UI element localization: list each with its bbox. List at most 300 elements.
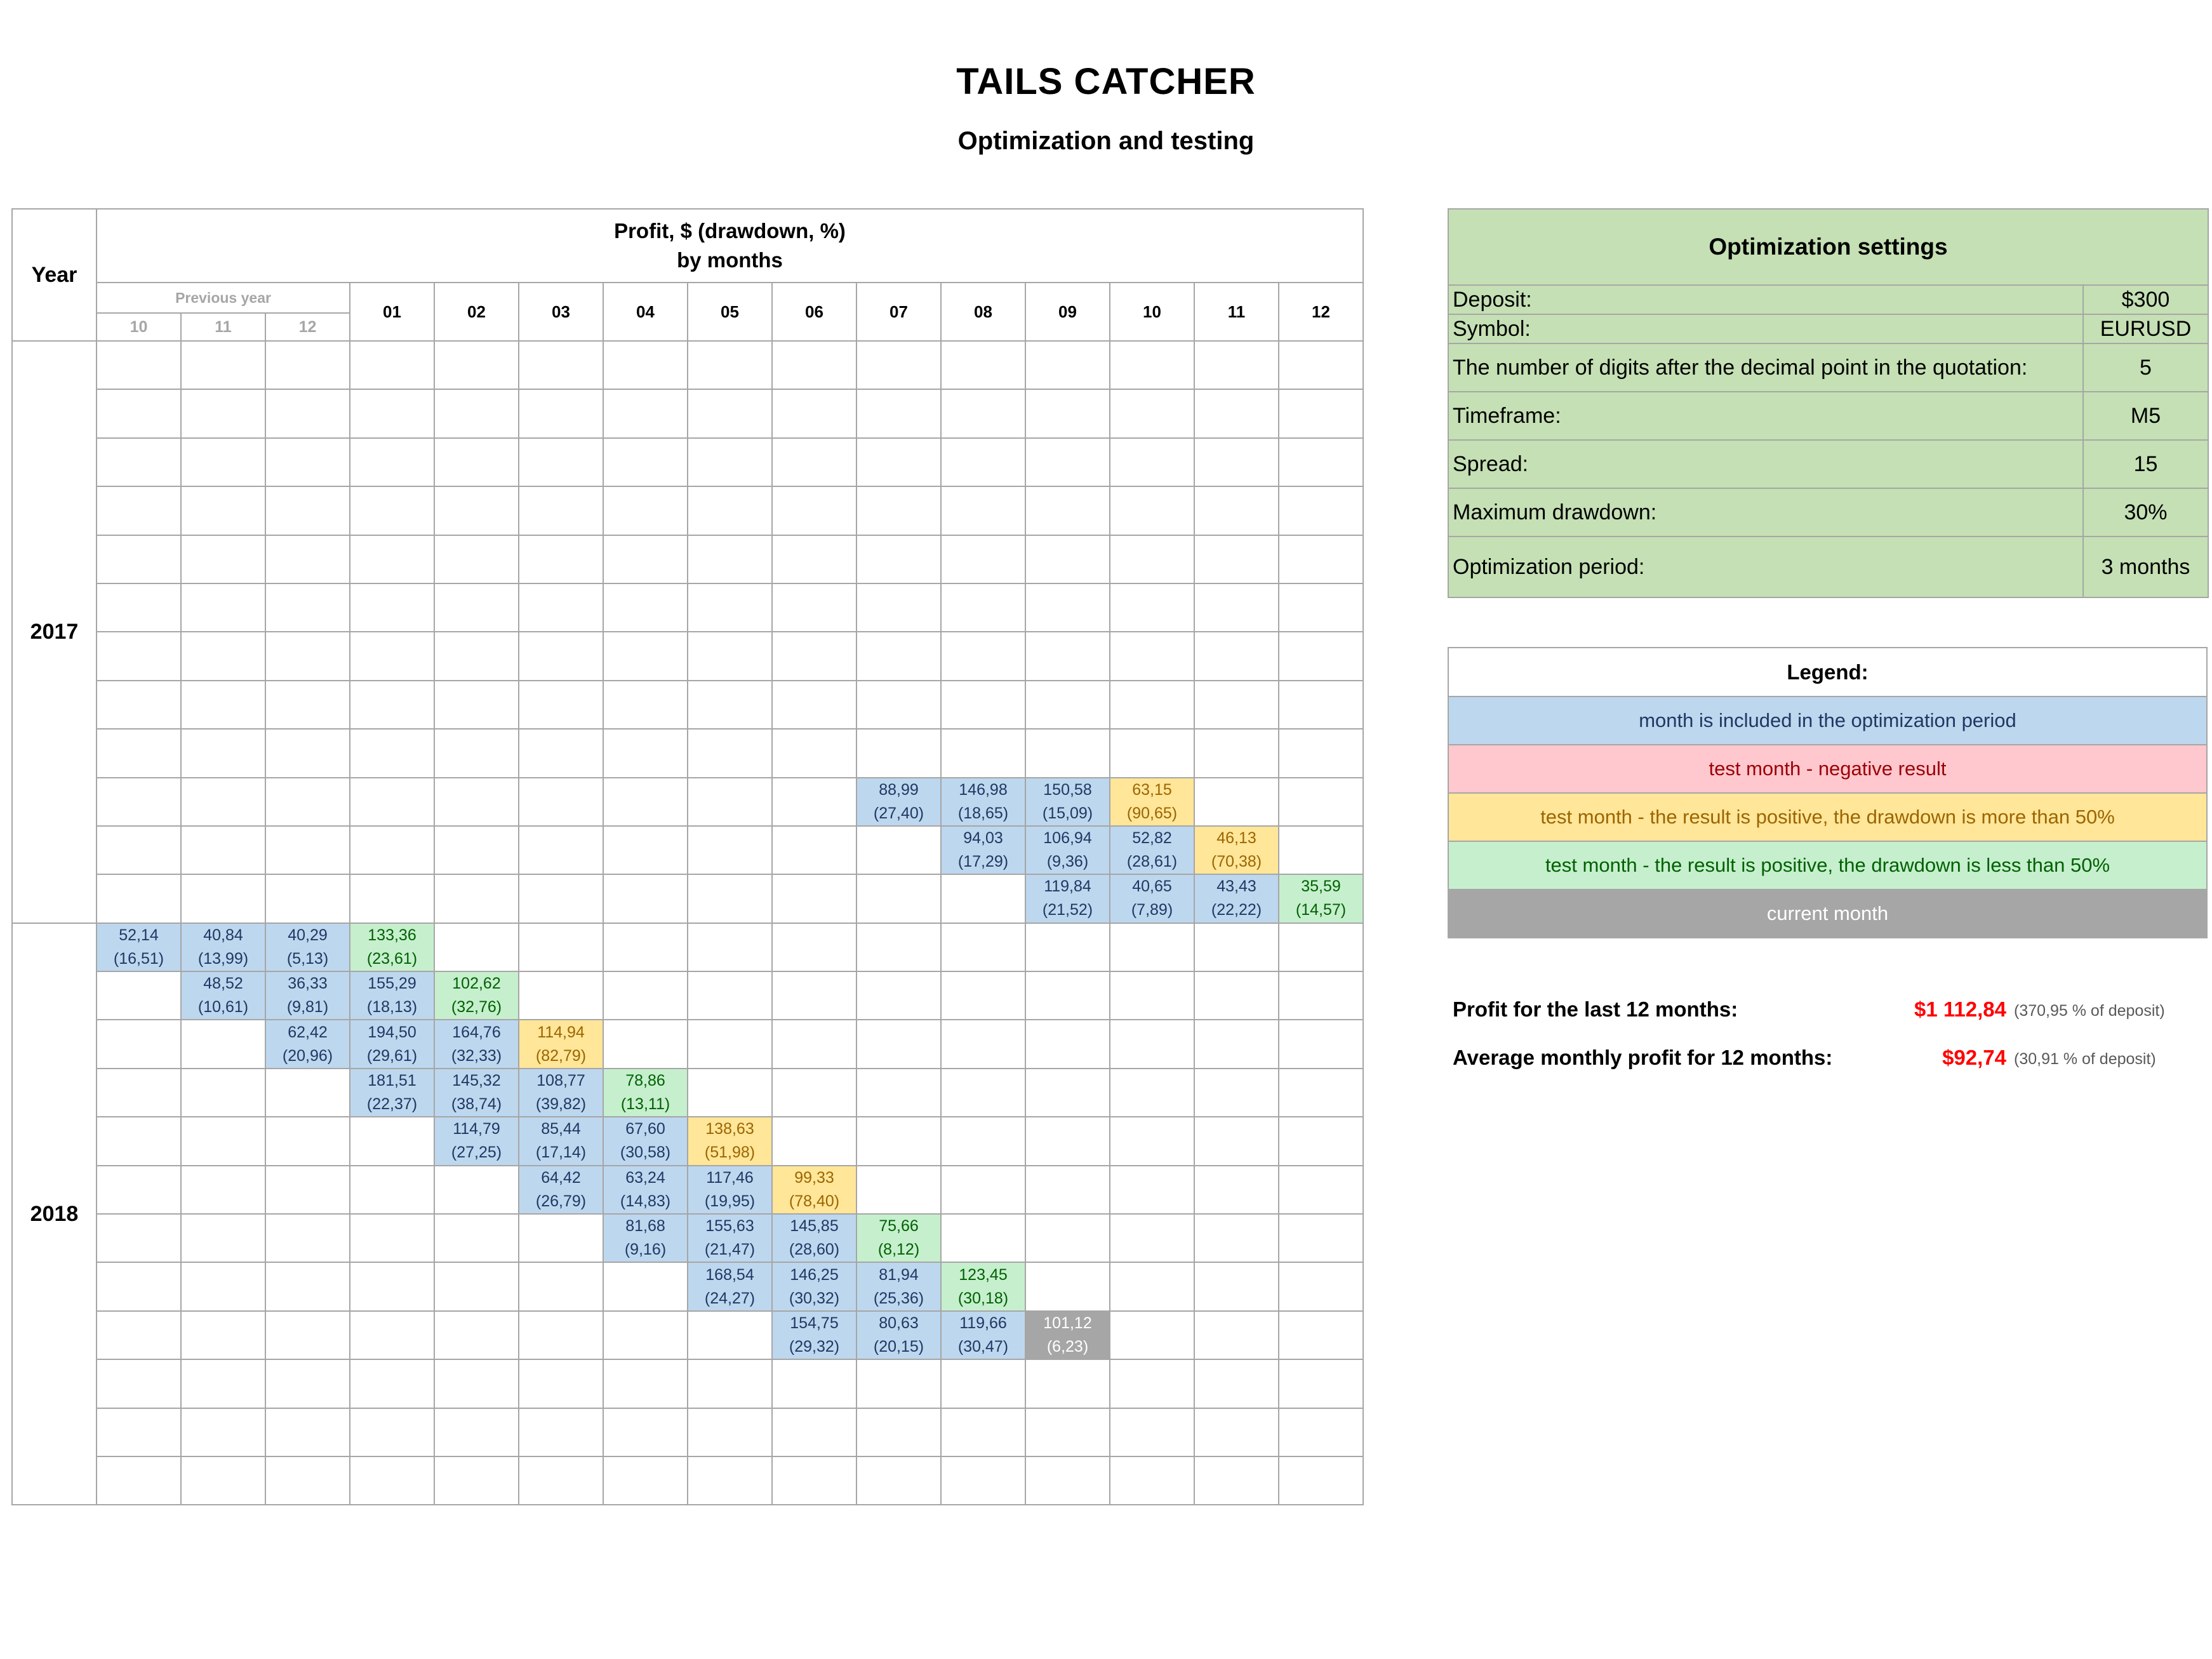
empty-cell bbox=[434, 923, 519, 971]
profit-value: 63,15 bbox=[1132, 780, 1172, 799]
empty-cell bbox=[1110, 923, 1194, 971]
grid-row bbox=[12, 1359, 1363, 1408]
empty-cell bbox=[519, 874, 603, 923]
grid-row bbox=[12, 681, 1363, 729]
drawdown-value: (17,29) bbox=[957, 853, 1009, 871]
profit-value: 168,54 bbox=[705, 1265, 754, 1284]
profit-value: 154,75 bbox=[790, 1314, 839, 1332]
setting-label: Symbol: bbox=[1448, 314, 2083, 343]
empty-cell bbox=[1279, 729, 1363, 777]
result-cell bbox=[688, 1262, 772, 1310]
empty-cell bbox=[434, 826, 519, 874]
empty-cell bbox=[603, 874, 688, 923]
month-header: 04 bbox=[603, 283, 688, 341]
empty-cell bbox=[265, 1359, 350, 1408]
empty-cell bbox=[688, 729, 772, 777]
result-cell bbox=[1110, 826, 1194, 874]
empty-cell bbox=[856, 438, 941, 486]
empty-cell bbox=[688, 486, 772, 535]
result-cell bbox=[856, 1262, 941, 1310]
empty-cell bbox=[856, 632, 941, 680]
empty-cell bbox=[265, 681, 350, 729]
profit-value: 133,36 bbox=[368, 926, 416, 944]
setting-value: 3 months bbox=[2083, 536, 2208, 597]
empty-cell bbox=[1025, 1456, 1110, 1505]
empty-cell bbox=[181, 535, 265, 583]
profit-value: 80,63 bbox=[879, 1314, 919, 1332]
setting-label: The number of digits after the decimal point in the quotation: bbox=[1448, 343, 2083, 392]
empty-cell bbox=[434, 681, 519, 729]
empty-cell bbox=[772, 1456, 856, 1505]
drawdown-value: (9,36) bbox=[1046, 853, 1089, 871]
result-cell bbox=[350, 923, 434, 971]
empty-cell bbox=[1279, 583, 1363, 632]
settings-row bbox=[1448, 343, 2208, 392]
empty-cell bbox=[434, 874, 519, 923]
drawdown-value: (22,22) bbox=[1211, 901, 1262, 919]
empty-cell bbox=[603, 1456, 688, 1505]
profit-value: 99,33 bbox=[794, 1168, 834, 1187]
empty-cell bbox=[603, 1311, 688, 1359]
empty-cell bbox=[941, 971, 1025, 1020]
empty-cell bbox=[265, 583, 350, 632]
settings-row bbox=[1448, 392, 2208, 440]
empty-cell bbox=[941, 535, 1025, 583]
result-cell bbox=[181, 971, 265, 1020]
empty-cell bbox=[603, 438, 688, 486]
empty-cell bbox=[1194, 1069, 1279, 1117]
profit-value: 155,29 bbox=[368, 975, 416, 993]
empty-cell bbox=[772, 729, 856, 777]
profit-value: 48,52 bbox=[203, 975, 243, 993]
profit-value: 164,76 bbox=[452, 1023, 501, 1041]
empty-cell bbox=[688, 681, 772, 729]
empty-cell bbox=[772, 923, 856, 971]
empty-cell bbox=[97, 1020, 181, 1068]
drawdown-value: (18,65) bbox=[957, 804, 1009, 822]
empty-cell bbox=[856, 1069, 941, 1117]
empty-cell bbox=[434, 1214, 519, 1262]
empty-cell bbox=[265, 1214, 350, 1262]
profit-value: 150,58 bbox=[1043, 780, 1092, 799]
empty-cell bbox=[1194, 389, 1279, 437]
grid-row bbox=[12, 874, 1363, 923]
empty-cell bbox=[350, 874, 434, 923]
drawdown-value: (30,58) bbox=[620, 1143, 671, 1162]
drawdown-value: (25,36) bbox=[873, 1289, 924, 1307]
profit-value: 114,94 bbox=[537, 1023, 585, 1041]
empty-cell bbox=[603, 389, 688, 437]
empty-cell bbox=[97, 486, 181, 535]
empty-cell bbox=[1279, 486, 1363, 535]
profit-value: 81,68 bbox=[625, 1217, 665, 1236]
empty-cell bbox=[603, 632, 688, 680]
empty-cell bbox=[519, 583, 603, 632]
empty-cell bbox=[1110, 1117, 1194, 1165]
empty-cell bbox=[519, 1311, 603, 1359]
grid-row bbox=[12, 826, 1363, 874]
empty-cell bbox=[688, 341, 772, 389]
empty-cell bbox=[1194, 971, 1279, 1020]
empty-cell bbox=[941, 729, 1025, 777]
empty-cell bbox=[1110, 1311, 1194, 1359]
grid-row bbox=[12, 1166, 1363, 1214]
empty-cell bbox=[1025, 1408, 1110, 1456]
empty-cell bbox=[181, 826, 265, 874]
empty-cell bbox=[97, 438, 181, 486]
result-cell bbox=[350, 1069, 434, 1117]
empty-cell bbox=[1279, 971, 1363, 1020]
empty-cell bbox=[519, 535, 603, 583]
empty-cell bbox=[181, 1166, 265, 1214]
result-cell bbox=[434, 1117, 519, 1165]
profit-value: 88,99 bbox=[879, 780, 919, 799]
month-header: 08 bbox=[941, 283, 1025, 341]
empty-cell bbox=[1025, 1214, 1110, 1262]
month-header: 10 bbox=[1110, 283, 1194, 341]
result-cell bbox=[519, 1020, 603, 1068]
drawdown-value: (20,15) bbox=[873, 1338, 924, 1356]
grid-row bbox=[12, 1456, 1363, 1505]
empty-cell bbox=[1279, 1069, 1363, 1117]
empty-cell bbox=[265, 486, 350, 535]
profit-value: 40,29 bbox=[288, 926, 328, 944]
empty-cell bbox=[688, 583, 772, 632]
page-subtitle: Optimization and testing bbox=[957, 127, 1255, 155]
empty-cell bbox=[688, 1359, 772, 1408]
empty-cell bbox=[434, 632, 519, 680]
profit-value: 36,33 bbox=[288, 975, 328, 993]
empty-cell bbox=[603, 729, 688, 777]
result-cell bbox=[772, 1311, 856, 1359]
empty-cell bbox=[941, 486, 1025, 535]
empty-cell bbox=[1025, 1359, 1110, 1408]
empty-cell bbox=[350, 438, 434, 486]
empty-cell bbox=[688, 923, 772, 971]
grid-row bbox=[12, 583, 1363, 632]
empty-cell bbox=[688, 778, 772, 826]
setting-label: Maximum drawdown: bbox=[1448, 488, 2083, 536]
result-cell bbox=[519, 1117, 603, 1165]
drawdown-value: (30,47) bbox=[957, 1338, 1009, 1356]
empty-cell bbox=[1110, 1069, 1194, 1117]
result-cell bbox=[434, 1020, 519, 1068]
empty-cell bbox=[688, 1020, 772, 1068]
drawdown-value: (13,99) bbox=[197, 949, 249, 968]
legend-title: Legend: bbox=[1448, 648, 2207, 696]
empty-cell bbox=[772, 1117, 856, 1165]
empty-cell bbox=[265, 1456, 350, 1505]
empty-cell bbox=[1025, 583, 1110, 632]
empty-cell bbox=[97, 778, 181, 826]
empty-cell bbox=[181, 1020, 265, 1068]
empty-cell bbox=[519, 826, 603, 874]
empty-cell bbox=[97, 535, 181, 583]
empty-cell bbox=[772, 971, 856, 1020]
profit-grid bbox=[11, 208, 1364, 1505]
empty-cell bbox=[1025, 389, 1110, 437]
drawdown-value: (8,12) bbox=[877, 1241, 920, 1259]
profit-header bbox=[97, 209, 1363, 283]
empty-cell bbox=[181, 341, 265, 389]
month-header: 11 bbox=[1194, 283, 1279, 341]
year-header: Year bbox=[12, 209, 97, 341]
grid-row bbox=[12, 486, 1363, 535]
empty-cell bbox=[181, 389, 265, 437]
empty-cell bbox=[856, 923, 941, 971]
empty-cell bbox=[1025, 535, 1110, 583]
empty-cell bbox=[97, 1214, 181, 1262]
empty-cell bbox=[434, 486, 519, 535]
empty-cell bbox=[519, 438, 603, 486]
result-cell bbox=[434, 1069, 519, 1117]
empty-cell bbox=[772, 681, 856, 729]
result-cell bbox=[1194, 826, 1279, 874]
previous-month-header: 12 bbox=[265, 313, 350, 341]
empty-cell bbox=[603, 1408, 688, 1456]
empty-cell bbox=[181, 632, 265, 680]
empty-cell bbox=[688, 826, 772, 874]
empty-cell bbox=[350, 583, 434, 632]
empty-cell bbox=[1025, 1117, 1110, 1165]
setting-label: Optimization period: bbox=[1448, 536, 2083, 597]
profit-value: 146,98 bbox=[959, 780, 1008, 799]
grid-row bbox=[12, 1069, 1363, 1117]
empty-cell bbox=[603, 535, 688, 583]
empty-cell bbox=[350, 341, 434, 389]
profit-value: 108,77 bbox=[536, 1072, 585, 1090]
empty-cell bbox=[97, 1262, 181, 1310]
empty-cell bbox=[688, 535, 772, 583]
empty-cell bbox=[350, 1214, 434, 1262]
empty-cell bbox=[350, 1311, 434, 1359]
empty-cell bbox=[97, 632, 181, 680]
profit-value: 78,86 bbox=[625, 1072, 665, 1090]
empty-cell bbox=[1194, 923, 1279, 971]
legend-item: test month - the result is positive, the drawdown is less than 50% bbox=[1448, 841, 2207, 889]
empty-cell bbox=[1279, 681, 1363, 729]
empty-cell bbox=[519, 632, 603, 680]
empty-cell bbox=[350, 632, 434, 680]
empty-cell bbox=[519, 341, 603, 389]
empty-cell bbox=[1194, 632, 1279, 680]
empty-cell bbox=[519, 389, 603, 437]
empty-cell bbox=[1194, 1262, 1279, 1310]
empty-cell bbox=[941, 1020, 1025, 1068]
month-header: 07 bbox=[856, 283, 941, 341]
empty-cell bbox=[772, 632, 856, 680]
result-cell bbox=[350, 1020, 434, 1068]
empty-cell bbox=[603, 341, 688, 389]
legend-item: month is included in the optimization period bbox=[1448, 696, 2207, 745]
empty-cell bbox=[1110, 486, 1194, 535]
empty-cell bbox=[265, 1311, 350, 1359]
empty-cell bbox=[772, 874, 856, 923]
empty-cell bbox=[181, 438, 265, 486]
empty-cell bbox=[265, 1117, 350, 1165]
profit-value: 81,94 bbox=[879, 1265, 919, 1284]
drawdown-value: (23,61) bbox=[366, 949, 418, 968]
empty-cell bbox=[688, 874, 772, 923]
result-cell bbox=[1025, 874, 1110, 923]
empty-cell bbox=[1279, 1359, 1363, 1408]
empty-cell bbox=[1025, 1020, 1110, 1068]
empty-cell bbox=[1110, 1359, 1194, 1408]
drawdown-value: (51,98) bbox=[704, 1143, 756, 1162]
empty-cell bbox=[434, 1456, 519, 1505]
empty-cell bbox=[1279, 389, 1363, 437]
grid-row bbox=[12, 1262, 1363, 1310]
empty-cell bbox=[772, 826, 856, 874]
empty-cell bbox=[603, 681, 688, 729]
profit-value: 194,50 bbox=[368, 1023, 416, 1041]
grid-row bbox=[12, 632, 1363, 680]
empty-cell bbox=[1279, 1166, 1363, 1214]
empty-cell bbox=[350, 826, 434, 874]
month-header: 01 bbox=[350, 283, 434, 341]
year-label: 2017 bbox=[12, 341, 97, 923]
legend-item: test month - negative result bbox=[1448, 745, 2207, 793]
profit-value: 64,42 bbox=[541, 1168, 581, 1187]
empty-cell bbox=[265, 1408, 350, 1456]
empty-cell bbox=[1279, 341, 1363, 389]
month-header: 02 bbox=[434, 283, 519, 341]
setting-label: Timeframe: bbox=[1448, 392, 2083, 440]
empty-cell bbox=[97, 874, 181, 923]
empty-cell bbox=[265, 729, 350, 777]
empty-cell bbox=[856, 971, 941, 1020]
result-cell bbox=[603, 1069, 688, 1117]
empty-cell bbox=[688, 632, 772, 680]
empty-cell bbox=[97, 1117, 181, 1165]
empty-cell bbox=[1279, 778, 1363, 826]
profit-value: 62,42 bbox=[288, 1023, 328, 1041]
empty-cell bbox=[1194, 486, 1279, 535]
drawdown-value: (90,65) bbox=[1126, 804, 1178, 822]
empty-cell bbox=[856, 1166, 941, 1214]
empty-cell bbox=[1194, 729, 1279, 777]
drawdown-value: (10,61) bbox=[197, 998, 249, 1016]
result-cell bbox=[772, 1262, 856, 1310]
setting-value: 5 bbox=[2083, 343, 2208, 392]
profit-value: 52,82 bbox=[1132, 829, 1172, 848]
empty-cell bbox=[856, 1359, 941, 1408]
empty-cell bbox=[265, 778, 350, 826]
month-header: 12 bbox=[1279, 283, 1363, 341]
empty-cell bbox=[603, 923, 688, 971]
empty-cell bbox=[97, 1359, 181, 1408]
result-cell bbox=[941, 826, 1025, 874]
page-title: TAILS CATCHER bbox=[956, 61, 1256, 102]
result-cell bbox=[941, 1311, 1025, 1359]
empty-cell bbox=[1279, 1456, 1363, 1505]
month-header: 06 bbox=[772, 283, 856, 341]
empty-cell bbox=[97, 341, 181, 389]
empty-cell bbox=[265, 1262, 350, 1310]
grid-row bbox=[12, 729, 1363, 777]
empty-cell bbox=[1194, 1166, 1279, 1214]
empty-cell bbox=[519, 971, 603, 1020]
empty-cell bbox=[1279, 923, 1363, 971]
empty-cell bbox=[1110, 535, 1194, 583]
result-cell bbox=[772, 1166, 856, 1214]
result-cell bbox=[181, 923, 265, 971]
result-cell bbox=[1025, 826, 1110, 874]
previous-year-header: Previous year bbox=[97, 283, 350, 313]
result-cell bbox=[688, 1117, 772, 1165]
empty-cell bbox=[350, 1456, 434, 1505]
empty-cell bbox=[350, 1117, 434, 1165]
empty-cell bbox=[772, 535, 856, 583]
empty-cell bbox=[181, 1117, 265, 1165]
empty-cell bbox=[603, 486, 688, 535]
empty-cell bbox=[181, 1456, 265, 1505]
empty-cell bbox=[856, 1117, 941, 1165]
empty-cell bbox=[1279, 535, 1363, 583]
drawdown-value: (14,57) bbox=[1295, 901, 1347, 919]
empty-cell bbox=[603, 583, 688, 632]
empty-cell bbox=[519, 1214, 603, 1262]
profit-value: 40,65 bbox=[1132, 877, 1172, 896]
empty-cell bbox=[519, 681, 603, 729]
empty-cell bbox=[772, 1020, 856, 1068]
empty-cell bbox=[772, 486, 856, 535]
setting-value: EURUSD bbox=[2083, 314, 2208, 343]
empty-cell bbox=[434, 341, 519, 389]
legend-item: current month bbox=[1448, 889, 2207, 938]
settings-row bbox=[1448, 314, 2208, 343]
drawdown-value: (28,61) bbox=[1126, 853, 1178, 871]
result-cell bbox=[350, 971, 434, 1020]
drawdown-value: (30,18) bbox=[957, 1289, 1009, 1307]
drawdown-value: (14,83) bbox=[620, 1192, 671, 1210]
empty-cell bbox=[1025, 971, 1110, 1020]
result-cell bbox=[1025, 1311, 1110, 1359]
empty-cell bbox=[1194, 1020, 1279, 1068]
empty-cell bbox=[97, 1311, 181, 1359]
empty-cell bbox=[603, 1359, 688, 1408]
empty-cell bbox=[1110, 681, 1194, 729]
empty-cell bbox=[1110, 1262, 1194, 1310]
profit-value: 102,62 bbox=[452, 975, 501, 993]
result-cell bbox=[265, 971, 350, 1020]
result-cell bbox=[519, 1069, 603, 1117]
empty-cell bbox=[1194, 1456, 1279, 1505]
empty-cell bbox=[941, 1117, 1025, 1165]
empty-cell bbox=[265, 438, 350, 486]
drawdown-value: (26,79) bbox=[535, 1192, 587, 1210]
empty-cell bbox=[181, 1408, 265, 1456]
setting-value: 30% bbox=[2083, 488, 2208, 536]
empty-cell bbox=[519, 1359, 603, 1408]
empty-cell bbox=[856, 681, 941, 729]
setting-label: Deposit: bbox=[1448, 285, 2083, 314]
empty-cell bbox=[688, 1069, 772, 1117]
profit-value: 75,66 bbox=[879, 1217, 919, 1236]
empty-cell bbox=[1025, 729, 1110, 777]
empty-cell bbox=[265, 1166, 350, 1214]
drawdown-value: (38,74) bbox=[451, 1095, 502, 1114]
empty-cell bbox=[941, 1214, 1025, 1262]
empty-cell bbox=[688, 1408, 772, 1456]
empty-cell bbox=[856, 583, 941, 632]
empty-cell bbox=[1279, 1117, 1363, 1165]
setting-value: M5 bbox=[2083, 392, 2208, 440]
previous-month-header: 10 bbox=[97, 313, 181, 341]
empty-cell bbox=[434, 1408, 519, 1456]
month-header: 03 bbox=[519, 283, 603, 341]
empty-cell bbox=[265, 389, 350, 437]
